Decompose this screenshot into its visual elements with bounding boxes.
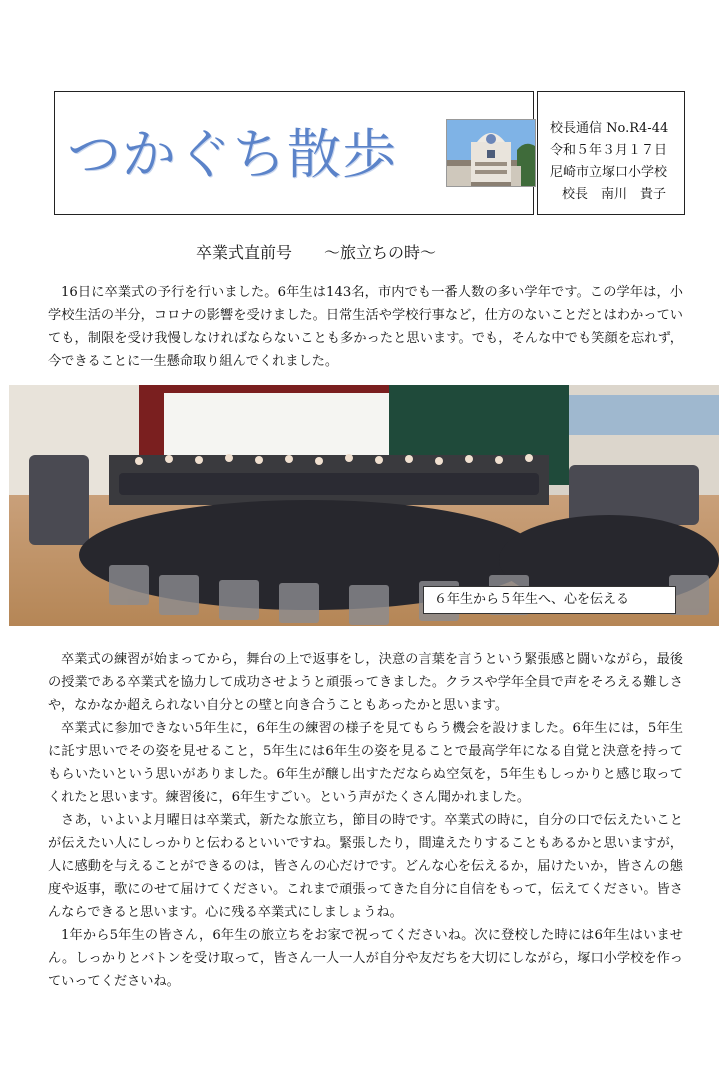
body-paragraph-2: 卒業式に参加できない5年生に，6年生の練習の様子を見てもらう機会を設けました。6年生には，5年生に託す思いでその姿を見せること，5年生には6年生の姿を見ることで最高学年になる自覚と決意を持ってもらいたいという思いがありました。6年生が醸し出すただならぬ空気を，5年生もしっかりと感じ取ってくれたと思います。練習後に，6年生すごい。という声がたくさん聞かれました。 xyxy=(48,721,683,805)
body-paragraph-3: さあ，いよいよ月曜日は卒業式，新たな旅立ち，節目の時です。卒業式の時に，自分の口で伝えたいことが伝えたい人にしっかりと伝わるといいですね。緊張したり，間違えたりすることもあるかと思いますが，人に感動を与えることができるのは，皆さんの心だけです。どんな心を伝えるか，届けたいか，皆さんの態度や返事，歌にのせて届けてください。これまで頑張ってきた自分に自信をもって，伝えてください。皆さんならできると思います。心に残る卒業式にしましょうね。 xyxy=(48,813,683,920)
principal-name: 校長 南川 貴子 xyxy=(562,187,667,202)
school-building-image xyxy=(446,119,536,187)
ceremony-practice-photo xyxy=(9,385,719,626)
body-paragraph-1: 卒業式の練習が始まってから，舞台の上で返事をし，決意の言葉を言うという緊張感と闘いながら，最後の授業である卒業式を協力して成功させようと頑張ってきました。クラスや学年全員で声をそろえる難しさや，なかなか超えられない自分との壁と向き合うこともあったかと思います。 xyxy=(48,652,683,713)
newsletter-info-box xyxy=(537,91,685,215)
intro-paragraph: 16日に卒業式の予行を行いました。6年生は143名，市内でも一番人数の多い学年です。この学年は，小学校生活の半分，コロナの影響を受けました。日常生活や学校行事など，仕方のないことだとはわかっていても，制限を受け我慢しなければならないことも多かったと思います。でも，そんな中でも笑顔を忘れず，今できることに一生懸命取り組んでくれました。 xyxy=(48,285,683,369)
body-paragraph-4: 1年から5年生の皆さん，6年生の旅立ちをお家で祝ってくださいね。次に登校した時には6年生はいません。しっかりとバトンを受け取って，皆さん一人一人が自分や友だちを大切にしながら，塚口小学校を作っていってくださいね。 xyxy=(48,928,683,989)
newsletter-number: 校長通信 No.R4-44 xyxy=(550,121,669,136)
article-headline: 卒業式直前号 ～旅立ちの時～ xyxy=(196,243,437,262)
school-name: 尼崎市立塚口小学校 xyxy=(550,165,668,180)
issue-date: 令和５年３月１７日 xyxy=(550,143,668,158)
masthead xyxy=(54,91,534,215)
newsletter-title: つかぐち散歩 xyxy=(67,123,397,186)
photo-caption: ６年生から５年生へ、心を伝える xyxy=(423,586,676,614)
